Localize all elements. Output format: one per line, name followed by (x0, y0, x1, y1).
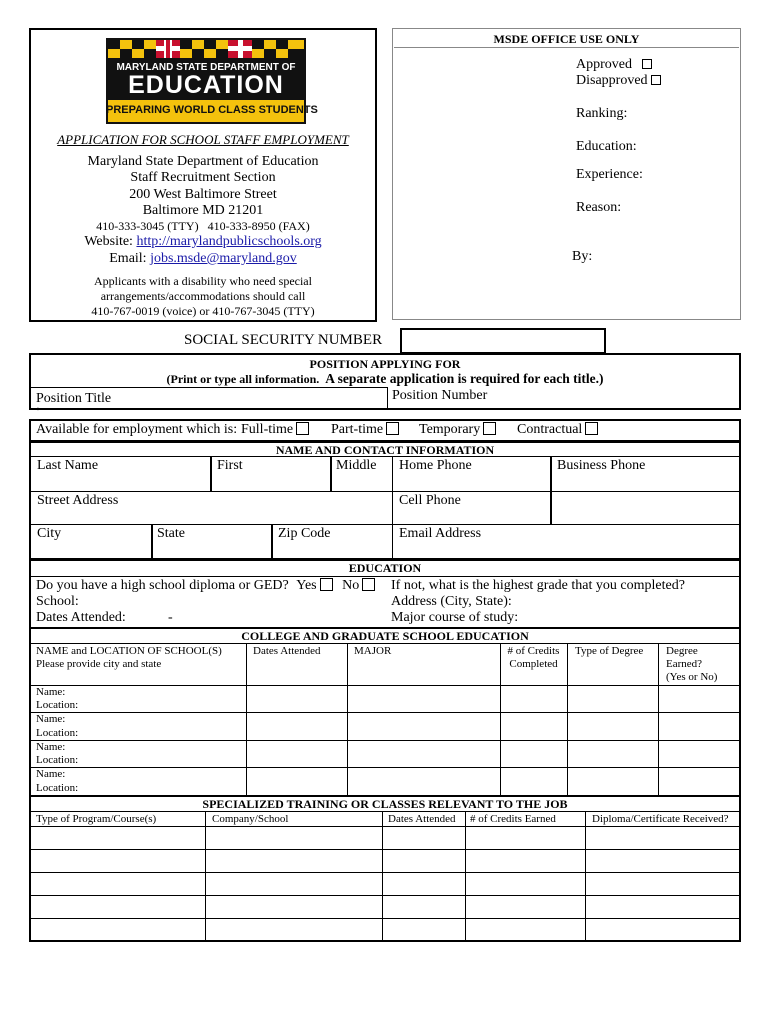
ssn-label: SOCIAL SECURITY NUMBER (184, 332, 383, 348)
availability-label: Available for employment which is: (36, 422, 238, 437)
diploma-no: No (342, 578, 360, 593)
contractual-option[interactable] (517, 422, 598, 438)
email-link[interactable]: jobs.msde@maryland.gov (150, 251, 297, 266)
row3-name[interactable]: Name: (36, 741, 66, 753)
row1-location[interactable]: Location: (36, 699, 79, 711)
full-time-label: Full-time (241, 422, 294, 437)
msde-logo (106, 38, 318, 124)
hs-dates-field[interactable]: Dates Attended: (36, 610, 126, 625)
train-col-program: Type of Program/Course(s) (36, 813, 157, 825)
small-mark: + (36, 405, 40, 413)
city-line: Baltimore MD 21201 (142, 203, 264, 218)
hs-dates-dash: - (168, 610, 173, 625)
reason-label: Reason: (576, 200, 622, 215)
office-use-title: MSDE OFFICE USE ONLY (493, 32, 640, 46)
education-heading: EDUCATION (348, 561, 422, 575)
temporary-option[interactable] (419, 422, 496, 438)
last-name-field[interactable]: Last Name (37, 458, 99, 473)
email-line (29, 251, 377, 267)
first-name-field[interactable]: First (217, 458, 243, 473)
col-dates: Dates Attended (253, 645, 321, 657)
accommodation-1: Applicants with a disability who need special (94, 274, 312, 288)
org-name: Maryland State Department of Education (87, 154, 319, 169)
row2-name[interactable]: Name: (36, 713, 66, 725)
col-credits-2: Completed (509, 658, 558, 670)
col-school-1: NAME and LOCATION OF SCHOOL(S) (36, 645, 222, 657)
disapproved-label: Disapproved (576, 73, 648, 88)
approved-label: Approved (576, 57, 632, 72)
col-degree-type: Type of Degree (575, 645, 644, 657)
contractual-label: Contractual (517, 422, 583, 437)
position-title-field[interactable]: Position Title (36, 391, 112, 406)
train-col-dates: Dates Attended (388, 813, 456, 825)
diploma-question (36, 578, 375, 594)
temporary-label: Temporary (419, 422, 481, 437)
col-degree-2: Earned? (666, 658, 703, 670)
disapproved-option[interactable] (576, 73, 661, 89)
approved-option[interactable] (576, 57, 652, 73)
street: 200 West Baltimore Street (129, 187, 277, 202)
part-time-option[interactable] (331, 422, 399, 438)
hs-school-field[interactable]: School: (36, 594, 79, 609)
accommodation-2: arrangements/accommodations should call (100, 289, 306, 303)
instruction-b: A separate application is required for each title.) (325, 371, 604, 386)
logo-line-2: EDUCATION (128, 71, 284, 99)
instruction-a: (Print or type all information. (166, 372, 326, 386)
col-major: MAJOR (354, 645, 392, 657)
part-time-checkbox[interactable] (386, 422, 399, 435)
diploma-yes: Yes (296, 578, 317, 593)
position-heading: POSITION APPLYING FOR (309, 357, 461, 371)
college-heading: COLLEGE AND GRADUATE SCHOOL EDUCATION (241, 629, 529, 643)
ssn-input[interactable] (400, 328, 606, 354)
approved-checkbox[interactable] (642, 59, 652, 69)
website-line (29, 234, 377, 250)
col-credits-1: # of Credits (507, 645, 560, 657)
train-col-diploma: Diploma/Certificate Received? (592, 813, 729, 825)
train-col-company: Company/School (212, 813, 289, 825)
full-time-checkbox[interactable] (296, 422, 309, 435)
hs-major-field[interactable]: Major course of study: (391, 610, 519, 625)
by-label: By: (572, 249, 593, 264)
education-box (29, 559, 741, 942)
logo-line-1: MARYLAND STATE DEPARTMENT OF (116, 62, 296, 73)
website-link[interactable]: http://marylandpublicschools.org (136, 234, 322, 249)
col-degree-3: (Yes or No) (666, 671, 718, 683)
form-title: APPLICATION FOR SCHOOL STAFF EMPLOYMENT (57, 132, 349, 147)
email-label: Email: (109, 251, 151, 266)
train-col-credits: # of Credits Earned (470, 813, 556, 825)
state-field[interactable]: State (157, 526, 185, 541)
zip-code-field[interactable]: Zip Code (278, 526, 331, 541)
logo-line-3: PREPARING WORLD CLASS STUDENTS (106, 104, 318, 116)
education-label: Education: (576, 139, 637, 154)
experience-label: Experience: (576, 167, 643, 182)
phones: 410-333-3045 (TTY) 410-333-8950 (FAX) (96, 219, 310, 233)
training-heading: SPECIALIZED TRAINING OR CLASSES RELEVANT TO THE JOB (202, 797, 568, 811)
row4-name[interactable]: Name: (36, 768, 66, 780)
full-time-option[interactable] (241, 422, 309, 438)
position-number-field[interactable]: Position Number (392, 388, 488, 403)
col-degree-1: Degree (666, 645, 698, 657)
contractual-checkbox[interactable] (585, 422, 598, 435)
part-time-label: Part-time (331, 422, 384, 437)
diploma-question-text: Do you have a high school diploma or GED? (36, 578, 289, 593)
home-phone-field[interactable]: Home Phone (399, 458, 472, 473)
row1-name[interactable]: Name: (36, 686, 66, 698)
street-address-field[interactable]: Street Address (37, 493, 119, 508)
contact-heading: NAME AND CONTACT INFORMATION (275, 443, 495, 457)
highest-grade-question: If not, what is the highest grade that you completed? (391, 578, 685, 593)
diploma-no-checkbox[interactable] (362, 578, 375, 591)
website-label: Website: (84, 234, 137, 249)
disapproved-checkbox[interactable] (651, 75, 661, 85)
diploma-yes-checkbox[interactable] (320, 578, 333, 591)
business-phone-field[interactable]: Business Phone (557, 458, 646, 473)
office-use-box (392, 28, 741, 320)
section-name: Staff Recruitment Section (130, 170, 276, 185)
position-instruction (29, 371, 741, 387)
cell-phone-field[interactable]: Cell Phone (399, 493, 461, 508)
accommodation-3: 410-767-0019 (voice) or 410-767-3045 (TTY) (91, 304, 315, 318)
city-field[interactable]: City (37, 526, 62, 541)
hs-address-field[interactable]: Address (City, State): (391, 594, 512, 609)
row4-location[interactable]: Location: (36, 782, 79, 794)
ranking-label: Ranking: (576, 106, 628, 121)
col-school-2: Please provide city and state (36, 658, 162, 670)
email-address-field[interactable]: Email Address (399, 526, 482, 541)
row2-location[interactable]: Location: (36, 727, 79, 739)
middle-name-field[interactable]: Middle (336, 458, 377, 473)
temporary-checkbox[interactable] (483, 422, 496, 435)
row3-location[interactable]: Location: (36, 754, 79, 766)
